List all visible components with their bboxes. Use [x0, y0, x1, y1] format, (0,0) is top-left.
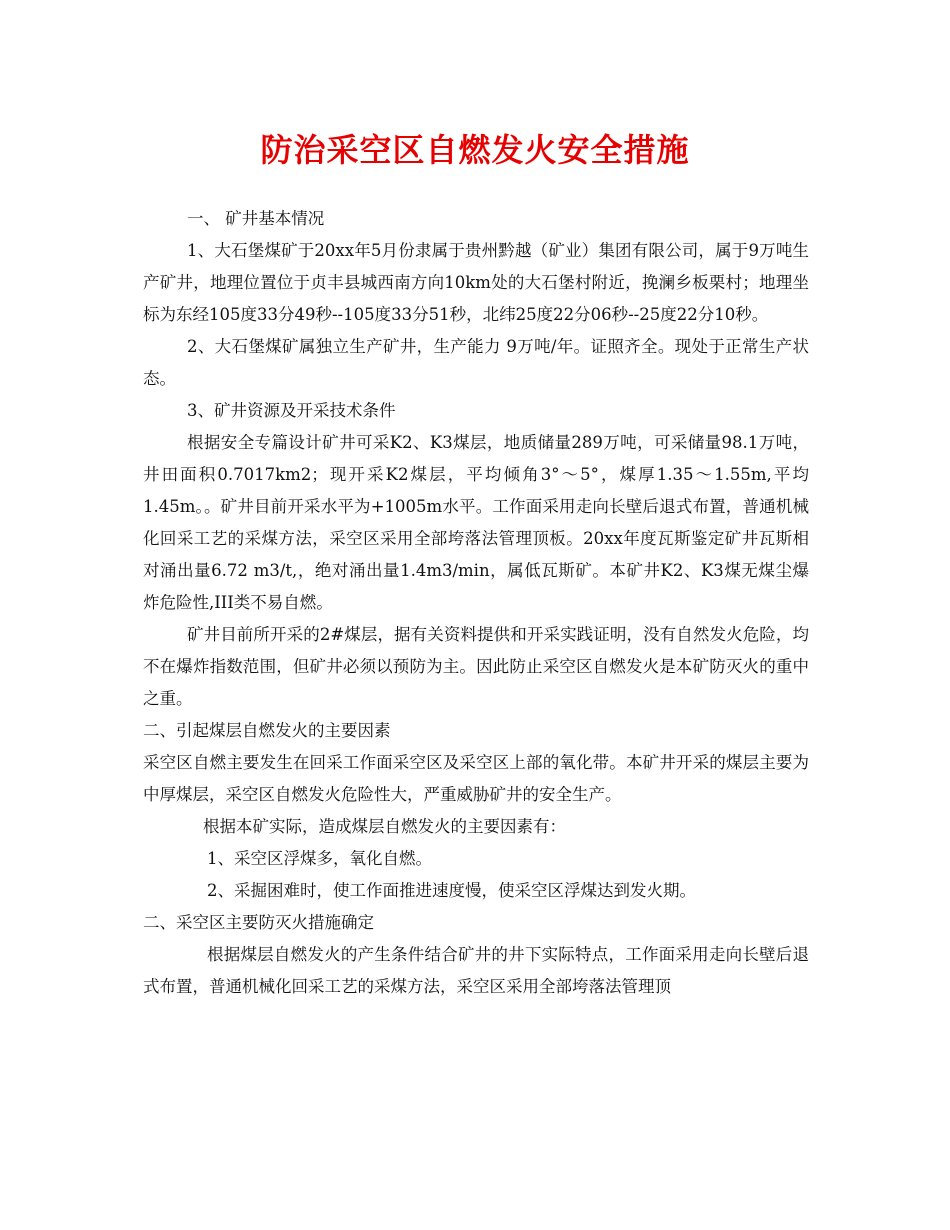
section-heading-fire-causes: 二、引起煤层自燃发火的主要因素: [143, 721, 391, 740]
document-body: [143, 203, 809, 1003]
document-title: 防治采空区自燃发火安全措施: [260, 131, 690, 169]
subheading-resources: 3、矿井资源及开采技术条件: [187, 401, 396, 420]
list-item-factor-1: 1、采空区浮煤多，氧化自燃。: [207, 849, 432, 868]
section-heading-mine-overview: 一、 矿井基本情况: [187, 209, 325, 228]
list-item-factor-2: 2、采掘困难时，使工作面推进速度慢，使采空区浮煤达到发火期。: [207, 881, 696, 900]
section-heading-prevention-measures: 二、采空区主要防灭火措施确定: [143, 913, 374, 932]
paragraph-resources-conditions: 根据安全专篇设计矿井可采K2、K3煤层，地质储量289万吨，可采储量98.1万吨，井田面积0.7017km2；现开采K2煤层，平均倾角3°～5°，煤厚1.35～1.55m,平均1.45m。。矿井目前开采水平为+1005m水平。工作面采用走向长壁后退式布置，普通机械化回采工艺的采煤方法，采空区采用全部垮落法管理顶板。20xx年度瓦斯鉴定矿井瓦斯相对涌出量6.72 m3/t,，绝对涌出量1.4m3/min，属低瓦斯矿。本矿井K2、K3煤无煤尘爆炸危险性,III类不易自燃。: [143, 433, 809, 612]
paragraph-mine-affiliation: 1、大石堡煤矿于20xx年5月份隶属于贵州黔越（矿业）集团有限公司，属于9万吨生产矿井，地理位置位于贞丰县城西南方向10km处的大石堡村附近，挽澜乡板栗村；地理坐标为东经105度33分49秒--105度33分51秒，北纬25度22分06秒--25度22分10秒。: [143, 241, 809, 324]
paragraph-prevention-basis: 根据煤层自燃发火的产生条件结合矿井的井下实际特点，工作面采用走向长壁后退式布置，普通机械化回采工艺的采煤方法，采空区采用全部垮落法管理顶: [143, 945, 809, 996]
paragraph-goaf-oxidation: 采空区自燃主要发生在回采工作面采空区及采空区上部的氧化带。本矿井开采的煤层主要为中厚煤层，采空区自燃发火危险性大，严重威胁矿井的安全生产。: [143, 753, 809, 804]
paragraph-production-capacity: 2、大石堡煤矿属独立生产矿井，生产能力 9万吨/年。证照齐全。现处于正常生产状态。: [143, 337, 809, 388]
paragraph-fire-risk: 矿井目前所开采的2#煤层，据有关资料提供和开采实践证明，没有自然发火危险，均不在爆炸指数范围，但矿井必须以预防为主。因此防止采空区自燃发火是本矿防灭火的重中之重。: [143, 625, 809, 708]
paragraph-main-factors-intro: 根据本矿实际，造成煤层自燃发火的主要因素有：: [203, 817, 566, 836]
